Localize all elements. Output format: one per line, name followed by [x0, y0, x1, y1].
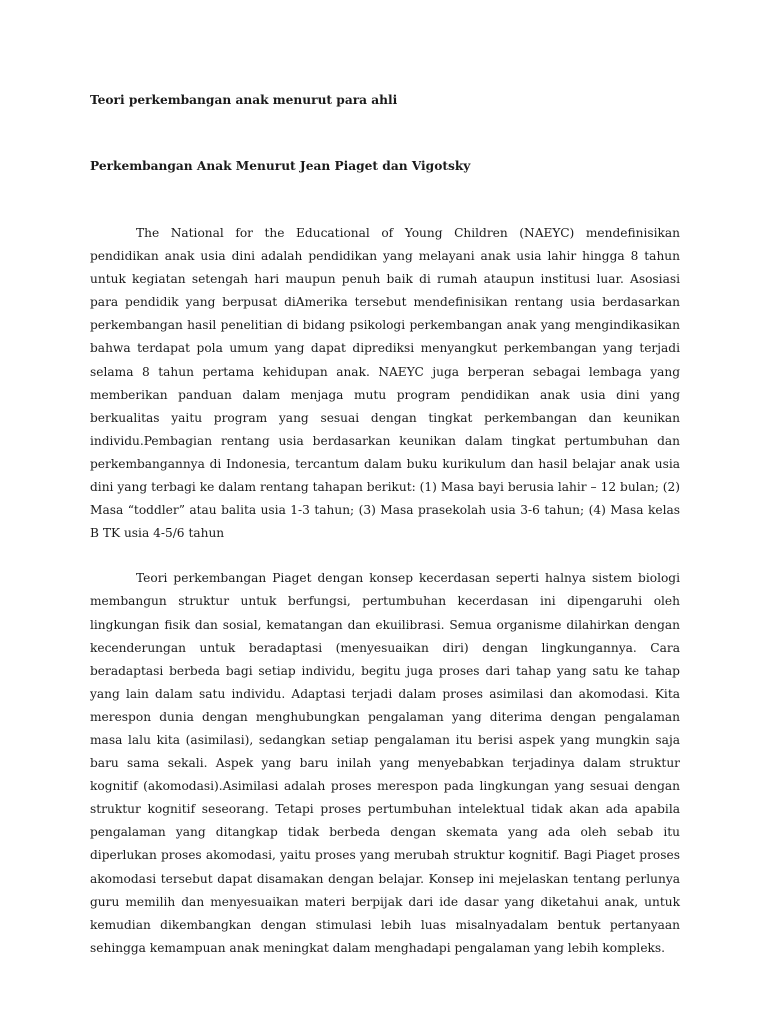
paragraph-piaget: Teori perkembangan Piaget dengan konsep kecerdasan seperti halnya sistem biologi membangun struktur untuk berfungsi, pertumbuhan kecerdasan ini dipengaruhi oleh lingkungan fisik dan sosial, kematangan dan ekuilibrasi. Semua organisme dilahirkan dengan kecenderungan untuk beradaptasi (menyesuaikan diri) dengan lingkungannya. Cara beradaptasi berbeda bagi setiap individu, begitu juga proses dari tahap yang satu ke tahap yang lain dalam satu individu. Adaptasi terjadi dalam proses asimilasi dan akomodasi. Kita merespon dunia dengan menghubungkan pengalaman yang diterima dengan pengalaman masa lalu kita (asimilasi), sedangkan setiap pengalaman itu berisi aspek yang mungkin saja baru sama sekali. Aspek yang baru inilah yang menyebabkan terjadinya dalam struktur kognitif (akomodasi).Asimilasi adalah proses merespon pada lingkungan yang sesuai dengan struktur kognitif seseorang. Tetapi proses pertumbuhan intelektual tidak akan ada apabila pengalaman yang ditangkap tidak berbeda dengan skemata yang ada oleh sebab itu diperlukan proses akomodasi, yaitu proses yang merubah struktur kognitif. Bagi Piaget proses akomodasi tersebut dapat disamakan dengan belajar. Konsep ini mejelaskan tentang perlunya guru memilih dan menyesuaikan materi berpijak dari ide dasar yang diketahui anak, untuk kemudian dikembangkan dengan stimulasi lebih luas misalnyadalam bentuk pertanyaan sehingga kemampuan anak meningkat dalam menghadapi pengalaman yang lebih kompleks.: [90, 571, 680, 955]
section-heading: Perkembangan Anak Menurut Jean Piaget dan Vigotsky: [90, 159, 471, 173]
document-title: Teori perkembangan anak menurut para ahli: [90, 93, 398, 107]
document-page: [90, 90, 680, 982]
paragraph-naeyc: The National for the Educational of Young Children (NAEYC) mendefinisikan pendidikan anak usia dini adalah pendidikan yang melayani anak usia lahir hingga 8 tahun untuk kegiatan setengah hari maupun penuh baik di rumah ataupun institusi luar. Asosiasi para pendidik yang berpusat diAmerika tersebut mendefinisikan rentang usia berdasarkan perkembangan hasil penelitian di bidang psikologi perkembangan anak yang mengindikasikan bahwa terdapat pola umum yang dapat diprediksi menyangkut perkembangan yang terjadi selama 8 tahun pertama kehidupan anak. NAEYC juga berperan sebagai lembaga yang memberikan panduan dalam menjaga mutu program pendidikan anak usia dini yang berkualitas yaitu program yang sesuai dengan tingkat perkembangan dan keunikan individu.Pembagian rentang usia berdasarkan keunikan dalam tingkat pertumbuhan dan perkembangannya di Indonesia, tercantum dalam buku kurikulum dan hasil belajar anak usia dini yang terbagi ke dalam rentang tahapan berikut: (1) Masa bayi berusia lahir – 12 bulan; (2) Masa “toddler” atau balita usia 1-3 tahun; (3) Masa prasekolah usia 3-6 tahun; (4) Masa kelas B TK usia 4-5/6 tahun: [90, 226, 680, 541]
